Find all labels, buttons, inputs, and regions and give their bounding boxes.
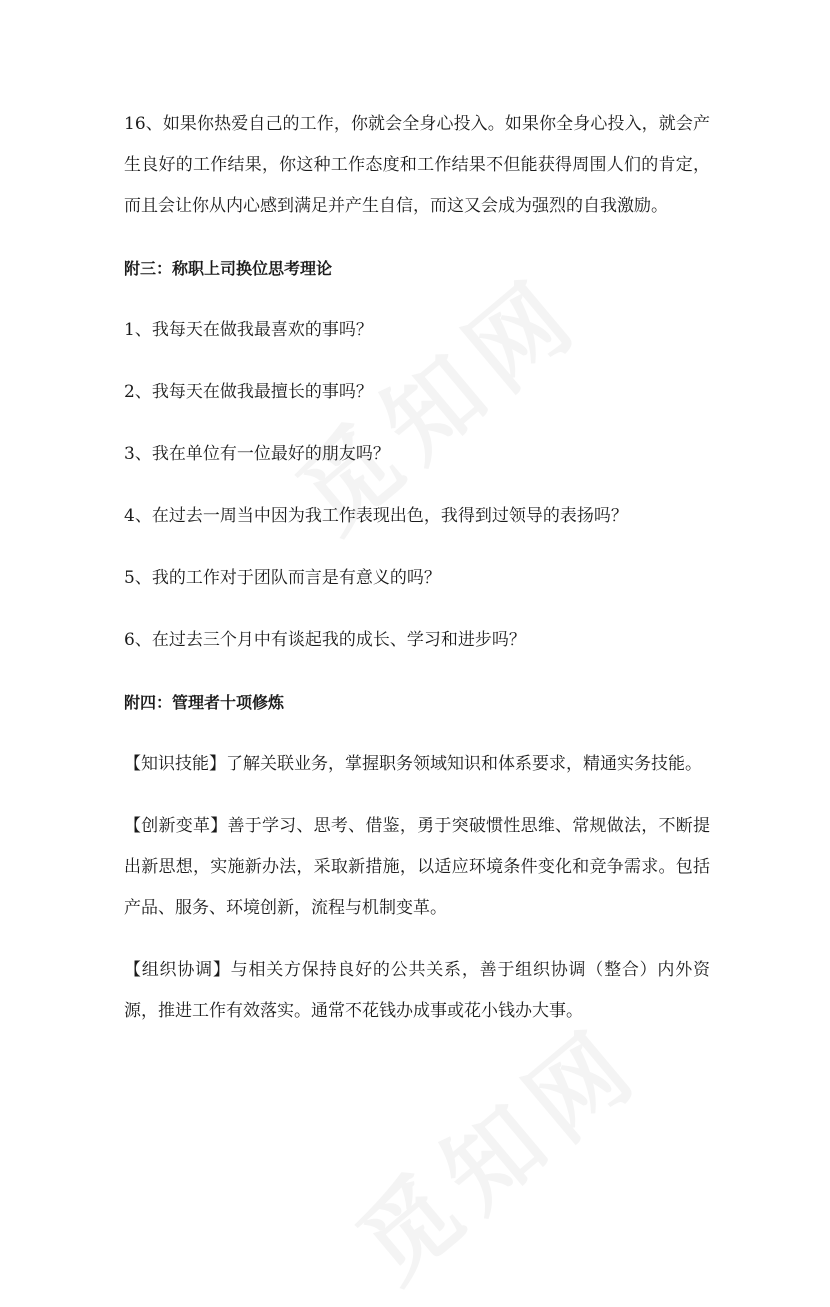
paragraph-organization-coordination: 【组织协调】与相关方保持良好的公共关系，善于组织协调（整合）内外资源，推进工作有效落实。通常不花钱办成事或花小钱办大事。: [124, 960, 710, 1021]
paragraph-16: 16、如果你热爱自己的工作，你就会全身心投入。如果你全身心投入，就会产生良好的工作结果，你这种工作态度和工作结果不但能获得周围人们的肯定，而且会让你从内心感到满足并产生自信，而这又会成为强烈的自我激励。: [124, 114, 710, 216]
section-heading-appendix-3: 附三：称职上司换位思考理论: [124, 259, 333, 278]
list-item-4: 4、在过去一周当中因为我工作表现出色，我得到过领导的表扬吗？: [124, 506, 628, 526]
paragraph-knowledge-skills: 【知识技能】了解关联业务，掌握职务领域知识和体系要求，精通实务技能。: [124, 754, 702, 774]
list-item-2: 2、我每天在做我最擅长的事吗？: [124, 382, 373, 402]
list-item-1: 1、我每天在做我最喜欢的事吗？: [124, 320, 373, 340]
paragraph-innovation-change: 【创新变革】善于学习、思考、借鉴，勇于突破惯性思维、常规做法，不断提出新思想，实施新办法，采取新措施，以适应环境条件变化和竞争需求。包括产品、服务、环境创新，流程与机制变革。: [124, 816, 710, 918]
list-item-3: 3、我在单位有一位最好的朋友吗？: [124, 444, 390, 464]
section-heading-appendix-4: 附四：管理者十项修炼: [124, 693, 285, 712]
document-body: [124, 104, 710, 1053]
list-item-6: 6、在过去三个月中有谈起我的成长、学习和进步吗？: [124, 630, 526, 650]
list-item-5: 5、我的工作对于团队而言是有意义的吗？: [124, 568, 441, 588]
